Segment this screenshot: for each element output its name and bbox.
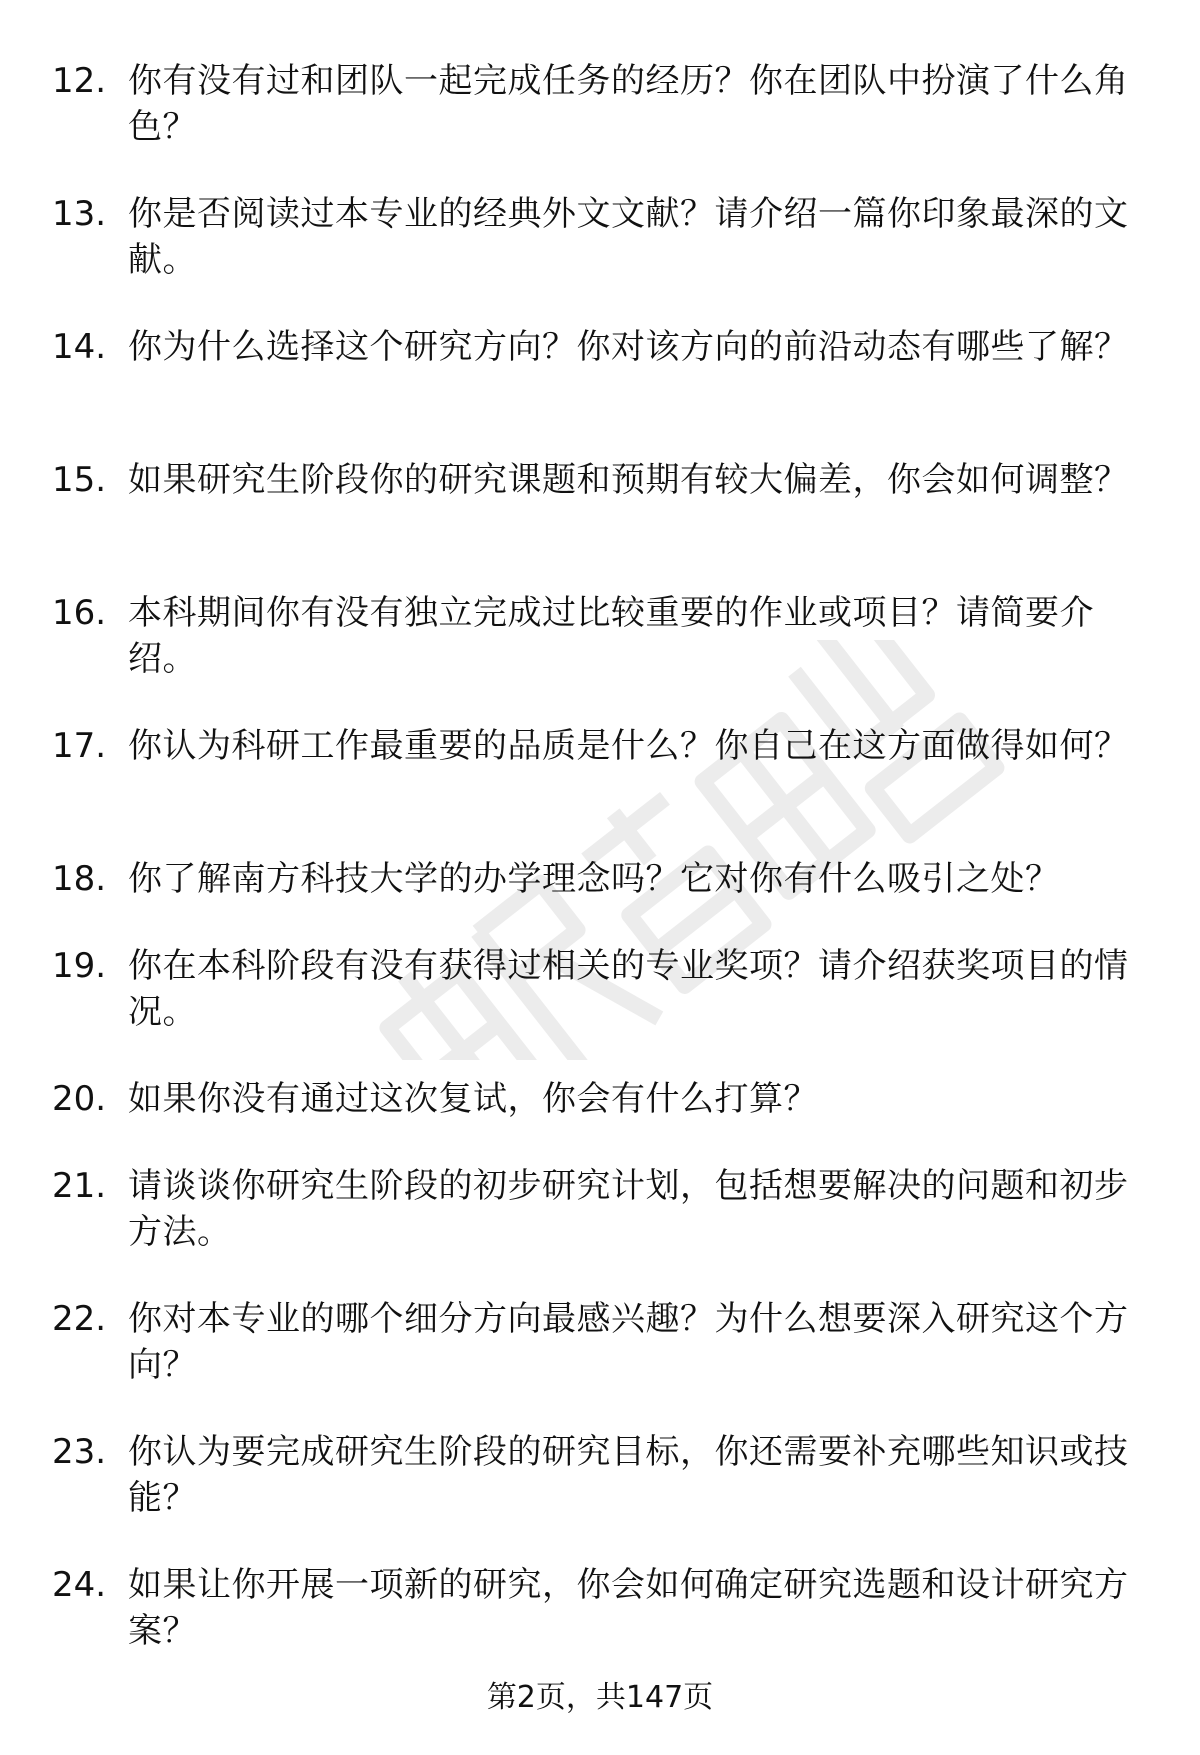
question-number: 22. — [52, 1299, 107, 1339]
question-text: 本科期间你有没有独立完成过比较重要的作业或项目？请简要介绍。 — [128, 593, 1094, 679]
question-number: 16. — [52, 593, 107, 633]
question-text: 你了解南方科技大学的办学理念吗？它对你有什么吸引之处？ — [128, 859, 1060, 899]
question-number: 24. — [52, 1565, 107, 1605]
list-item — [0, 590, 1200, 723]
list-item — [0, 1429, 1200, 1562]
list-item — [0, 1076, 1200, 1163]
question-number: 12. — [52, 61, 107, 101]
question-text: 你认为要完成研究生阶段的研究目标，你还需要补充哪些知识或技能？ — [128, 1432, 1129, 1518]
question-number: 20. — [52, 1079, 107, 1119]
question-number: 17. — [52, 726, 107, 766]
list-item — [0, 58, 1200, 191]
list-item — [0, 324, 1200, 457]
list-item — [0, 723, 1200, 856]
question-text: 你是否阅读过本专业的经典外文文献？请介绍一篇你印象最深的文献。 — [128, 194, 1129, 280]
question-number: 14. — [52, 327, 107, 367]
list-item — [0, 856, 1200, 943]
question-text: 如果你没有通过这次复试，你会有什么打算？ — [128, 1079, 818, 1119]
question-number: 19. — [52, 946, 107, 986]
question-number: 23. — [52, 1432, 107, 1472]
question-number: 15. — [52, 460, 107, 500]
question-number: 13. — [52, 194, 107, 234]
page-number-footer: 第2页，共147页 — [486, 1680, 714, 1715]
question-text: 你为什么选择这个研究方向？你对该方向的前沿动态有哪些了解？ — [128, 327, 1129, 367]
list-item — [0, 457, 1200, 590]
question-text: 如果让你开展一项新的研究，你会如何确定研究选题和设计研究方案？ — [128, 1565, 1129, 1651]
question-text: 你认为科研工作最重要的品质是什么？你自己在这方面做得如何？ — [128, 726, 1129, 766]
question-text: 如果研究生阶段你的研究课题和预期有较大偏差，你会如何调整？ — [128, 460, 1129, 500]
list-item — [0, 1163, 1200, 1296]
list-item — [0, 1562, 1200, 1695]
question-text: 你对本专业的哪个细分方向最感兴趣？为什么想要深入研究这个方向？ — [128, 1299, 1129, 1385]
question-list — [0, 58, 1200, 1695]
list-item — [0, 1296, 1200, 1429]
list-item — [0, 191, 1200, 324]
question-text: 你在本科阶段有没有获得过相关的专业奖项？请介绍获奖项目的情况。 — [128, 946, 1129, 1032]
list-item — [0, 943, 1200, 1076]
question-number: 21. — [52, 1166, 107, 1206]
question-text: 你有没有过和团队一起完成任务的经历？你在团队中扮演了什么角色？ — [128, 61, 1129, 147]
question-text: 请谈谈你研究生阶段的初步研究计划，包括想要解决的问题和初步方法。 — [128, 1166, 1129, 1252]
question-number: 18. — [52, 859, 107, 899]
